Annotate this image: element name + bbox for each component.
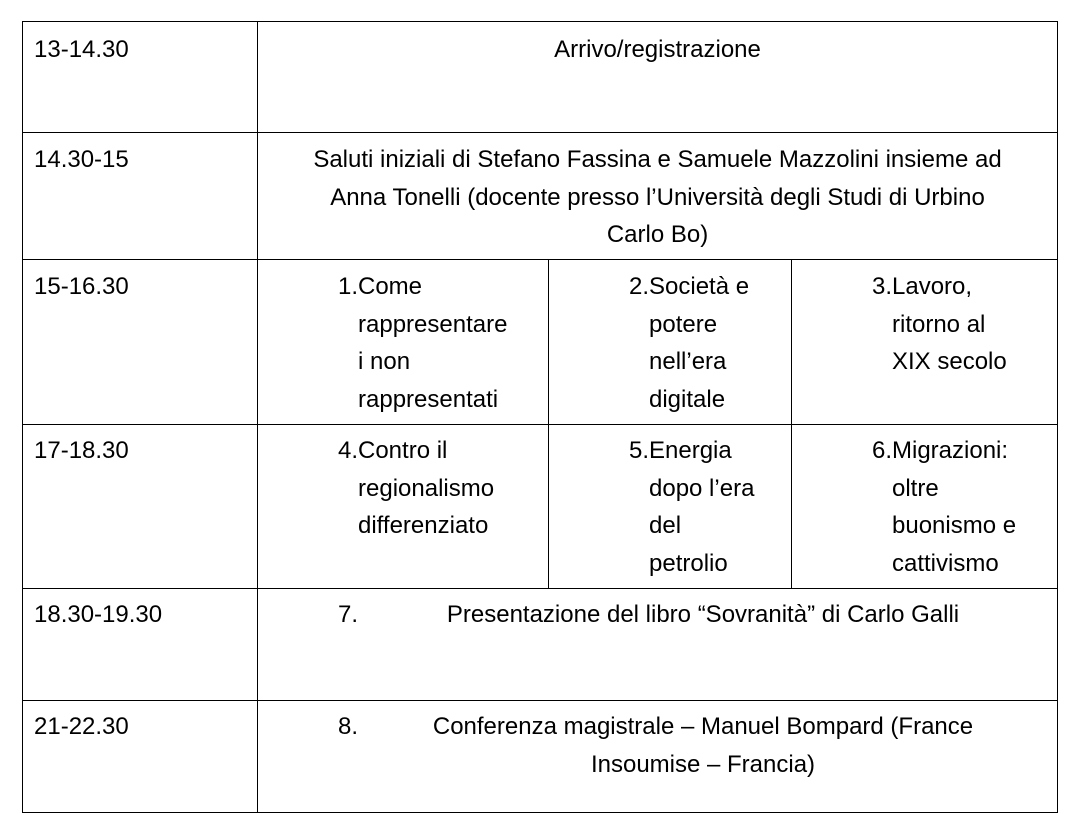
table-border-left [22, 21, 23, 813]
item-number: 4. [337, 437, 358, 464]
text-line: Insoumise – Francia) [590, 750, 816, 778]
item-text [358, 432, 494, 545]
item-text [649, 268, 749, 418]
text-line: rappresentati [358, 385, 499, 413]
text-line: Migrazioni: [892, 437, 1009, 464]
row-divider [22, 588, 1058, 589]
text-line: dopo l’era [649, 474, 755, 502]
text-line: cattivismo [892, 549, 999, 577]
text-line: del [649, 512, 682, 539]
text-line: regionalismo [358, 474, 495, 502]
item-text [649, 432, 754, 582]
text-line: Lavoro, [892, 273, 973, 300]
text-line: Energia [649, 437, 732, 464]
text-line: i non [358, 348, 411, 375]
item-number: 1. [337, 273, 358, 300]
table-border-top [22, 21, 1058, 22]
text-line: XIX secolo [892, 348, 1007, 375]
time-cell: 21-22.30 [34, 713, 129, 740]
text-line: Come [358, 273, 423, 300]
session-title: Presentazione del libro “Sovranità” di Carlo Galli [446, 601, 960, 628]
time-cell: 13-14.30 [34, 36, 129, 63]
text-line: ritorno al [892, 310, 986, 338]
list-item [549, 268, 791, 424]
item-text [892, 432, 1016, 582]
list-item [549, 432, 791, 588]
text-line: potere [649, 310, 718, 338]
text-line: Società e [649, 273, 750, 300]
text-line: nell’era [649, 348, 727, 375]
session-cell [258, 596, 1057, 700]
text-line: Conferenza magistrale – Manuel Bompard (France [432, 713, 974, 740]
row-divider [22, 259, 1058, 260]
row-divider [22, 132, 1058, 133]
item-text [892, 268, 1007, 381]
table-border-right [1057, 21, 1058, 813]
table-border-bottom [22, 812, 1058, 813]
session-cell [258, 708, 1057, 812]
item-text [358, 268, 507, 418]
time-cell: 15-16.30 [34, 273, 129, 300]
text-line: Carlo Bo) [606, 221, 709, 248]
text-line: petrolio [649, 549, 728, 577]
session-title [368, 708, 1038, 783]
item-number: 2. [628, 273, 649, 300]
list-item [258, 432, 548, 588]
item-number: 7. [337, 601, 358, 628]
list-item [258, 268, 548, 424]
time-cell: 18.30-19.30 [34, 601, 163, 628]
item-number: 3. [871, 273, 892, 300]
time-cell: 17-18.30 [34, 437, 129, 464]
item-number: 5. [628, 437, 649, 464]
text-line: rappresentare [358, 310, 508, 338]
time-cell: 14.30-15 [34, 146, 129, 173]
text-line: Anna Tonelli (docente presso l’Università degli Studi di Urbino [330, 183, 985, 211]
text-line: digitale [649, 385, 726, 413]
session-title: Arrivo/registrazione [554, 36, 761, 63]
session-title [258, 141, 1057, 254]
row-divider [22, 424, 1058, 425]
item-number: 8. [337, 713, 358, 740]
item-number: 6. [871, 437, 892, 464]
list-item [792, 432, 1057, 588]
row-divider [22, 700, 1058, 701]
list-item [792, 268, 1057, 424]
text-line: oltre [892, 474, 939, 502]
text-line: Saluti iniziali di Stefano Fassina e Samuele Mazzolini insieme ad [313, 146, 1002, 173]
text-line: buonismo e [892, 512, 1017, 539]
text-line: Contro il [358, 437, 448, 464]
schedule-table [22, 21, 1058, 813]
text-line: differenziato [358, 512, 489, 539]
